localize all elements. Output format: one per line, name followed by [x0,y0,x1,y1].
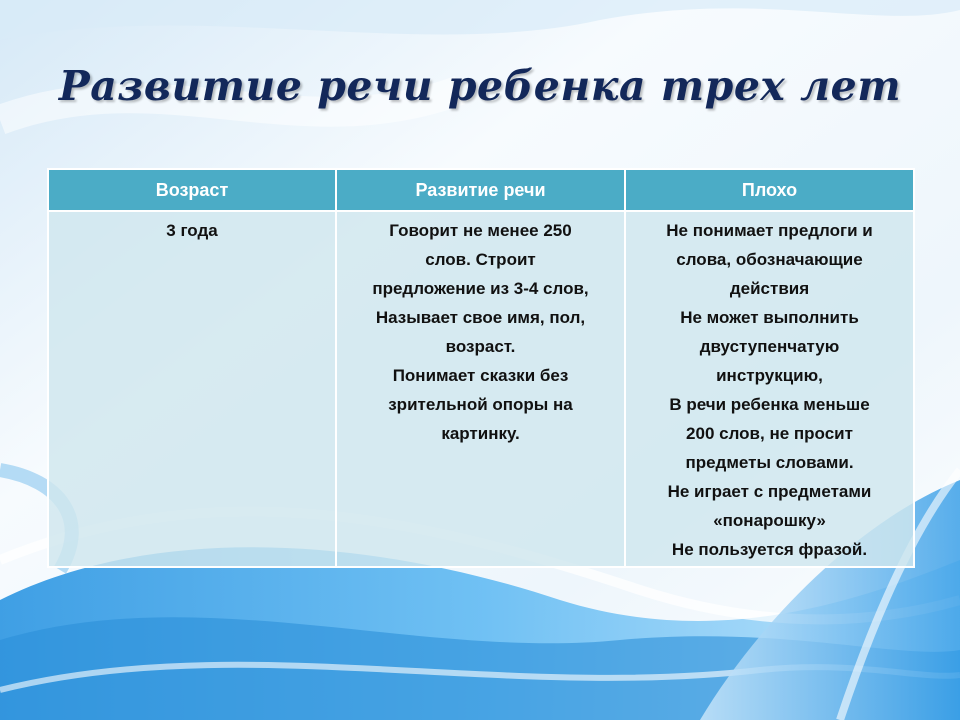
column-header-speech-development: Развитие речи [336,169,625,211]
bad-line: Не может выполнить [680,308,859,327]
column-header-age: Возраст [48,169,336,211]
column-header-bad: Плохо [625,169,914,211]
page-title: Развитие речи ребенка трех лет [58,62,902,110]
bad-line: «понарошку» [713,511,826,530]
bad-line: инструкцию, [716,366,823,385]
speech-line: зрительной опоры на [388,395,573,414]
bad-line: слова, обозначающие [676,250,863,269]
speech-development-table [47,168,915,568]
bad-line: В речи ребенка меньше [669,395,870,414]
bad-line: Не играет с предметами [667,482,872,501]
cell-age [48,211,336,567]
bad-line: Не понимает предлоги и [666,221,873,240]
bad-line: двуступенчатую [699,337,840,356]
speech-line: Называет свое имя, пол, [375,308,586,327]
bad-line: предметы словами. [685,453,854,472]
table-row [48,211,914,567]
speech-line: картинку. [441,424,520,443]
bad-line: действия [729,279,810,298]
speech-line: предложение из 3-4 слов, [372,279,589,298]
table-header-row [48,169,914,211]
bad-line: Не пользуется фразой. [671,540,868,559]
speech-line: Понимает сказки без [392,366,569,385]
speech-line: слов. Строит [425,250,536,269]
bad-line: 200 слов, не просит [686,424,853,443]
cell-speech-development [336,211,625,567]
cell-bad [625,211,914,567]
speech-line: возраст. [445,337,516,356]
speech-line: Говорит не менее 250 [389,221,572,240]
age-value: 3 года [166,221,218,240]
